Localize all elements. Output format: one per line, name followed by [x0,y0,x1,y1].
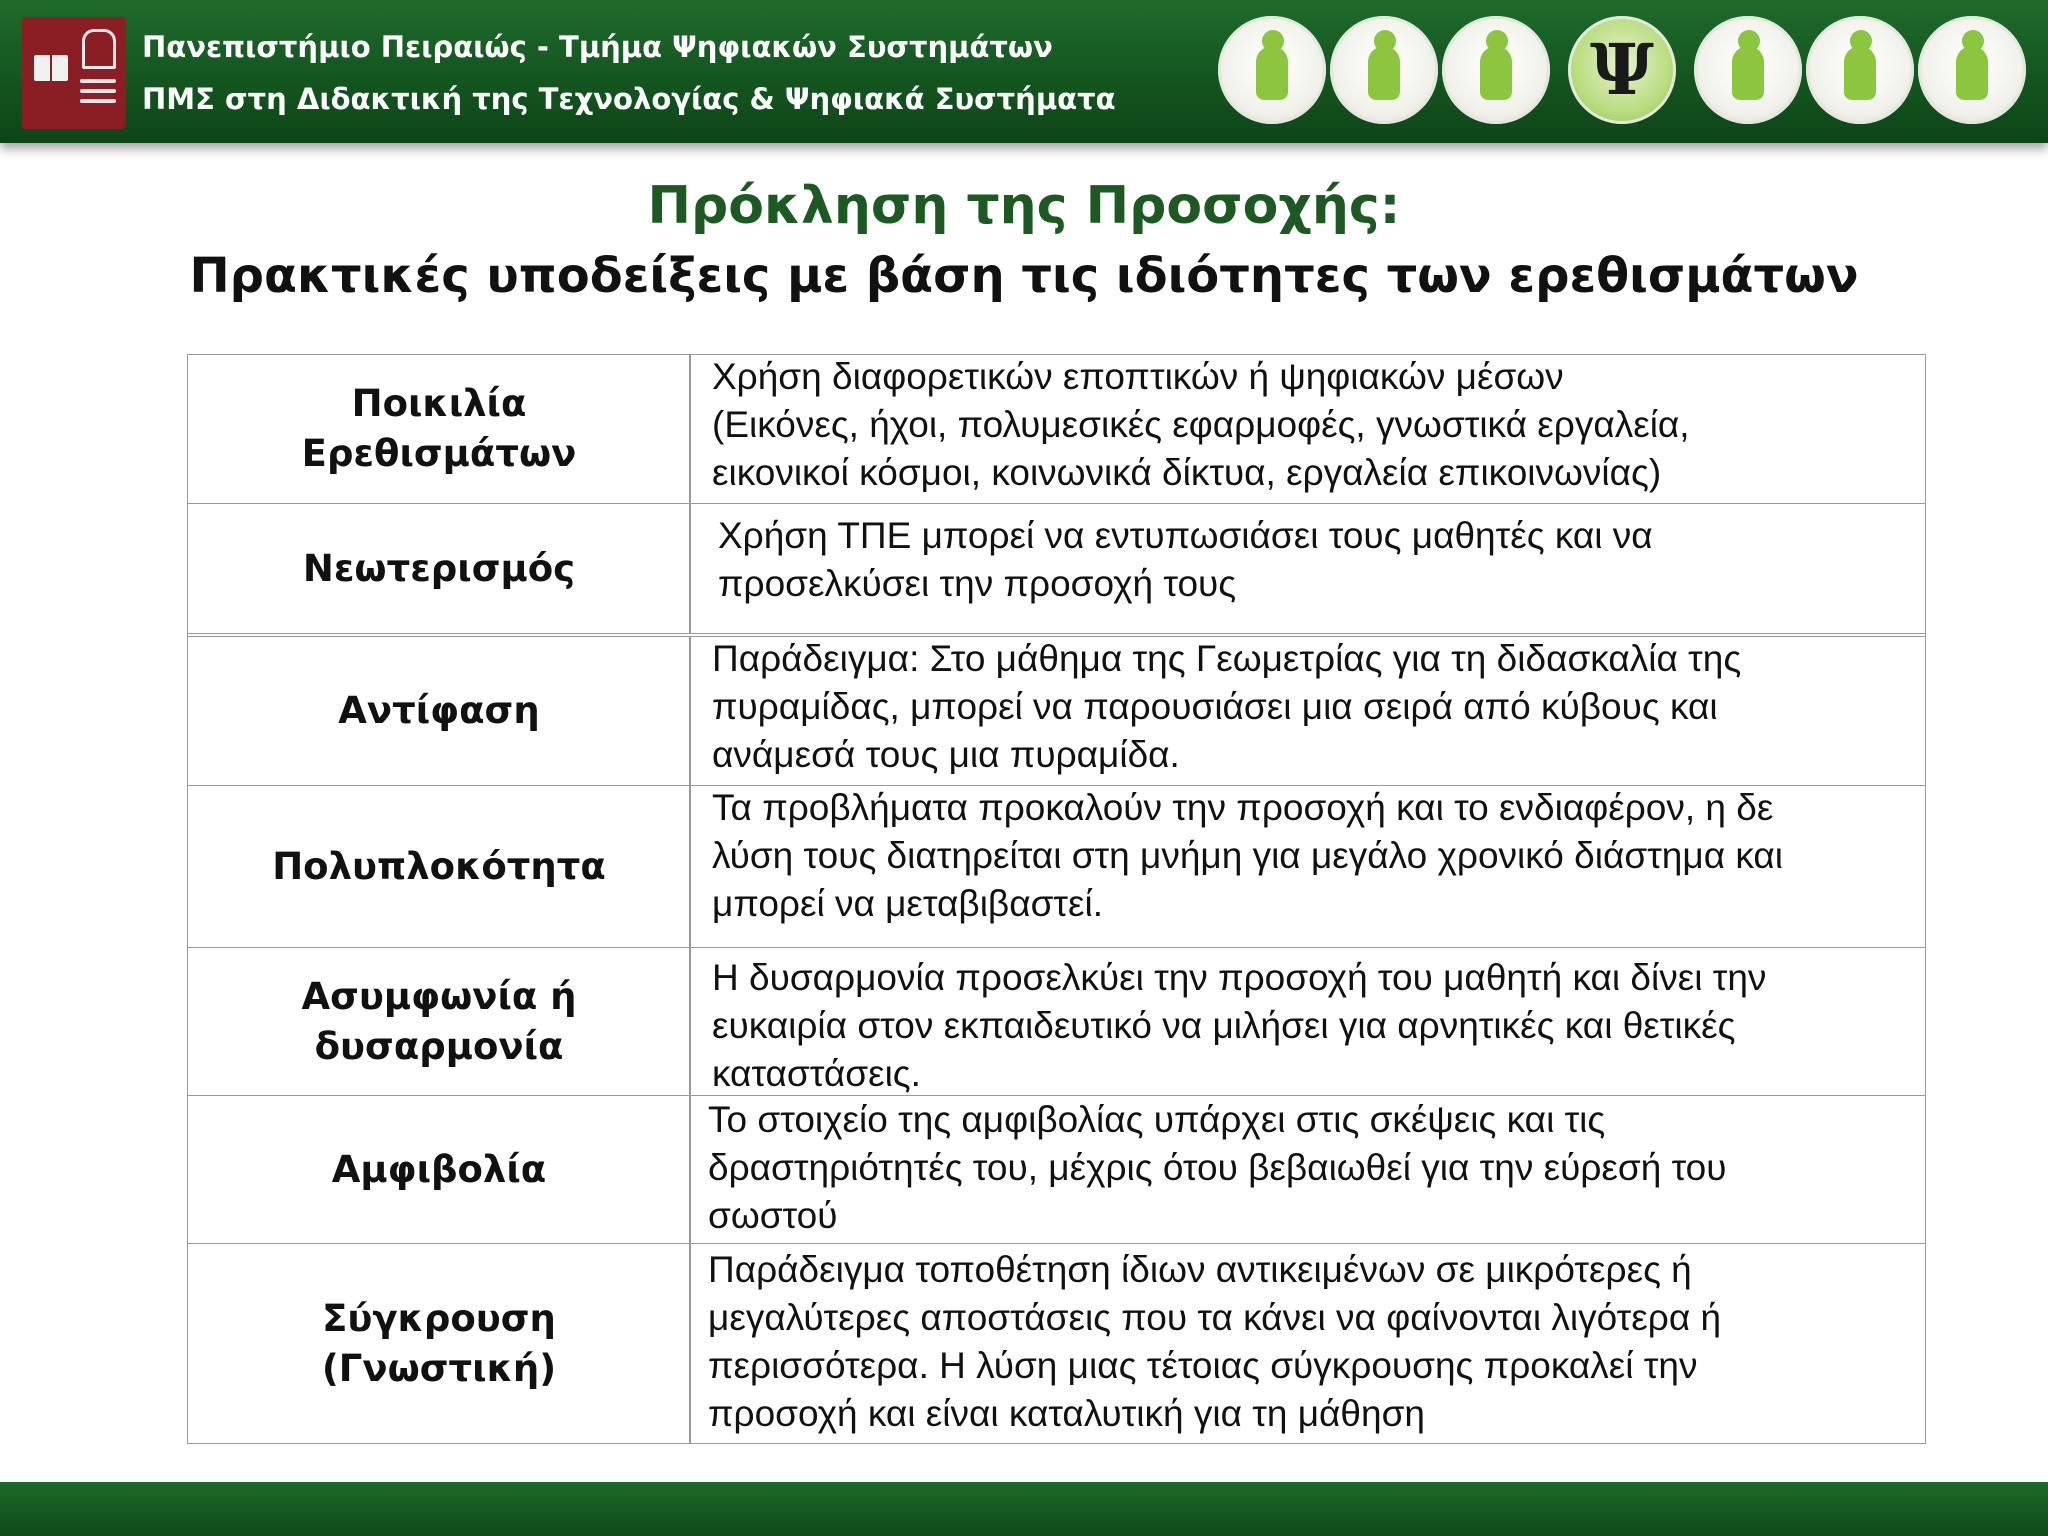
row-description: Χρήση διαφορετικών εποπτικών ή ψηφιακών μέσων (Εικόνες, ήχοι, πολυμεσικές εφαρμοφές, γνωστικά εργαλεία, εικονικοί κόσμοι, κοινωνικά δίκτυα, εργαλεία επικοινωνίας) [712,356,1690,493]
laptop-figure-icon [1694,16,1802,124]
puzzle-figure-icon [1918,16,2026,124]
figure-icon [1218,16,1326,124]
row-description: Χρήση ΤΠΕ μπορεί να εντυπωσιάσει τους μαθητές και να προσελκύσει την προσοχή τους [718,515,1653,604]
table-row [188,1243,1925,1443]
header-bar [0,0,2048,143]
table-row [188,1095,1925,1243]
table-row [188,785,1925,947]
stimuli-table [187,354,1926,1444]
table-row [188,355,1925,503]
table-row [188,503,1925,633]
university-logo [22,17,126,129]
table-row [188,947,1925,1095]
email-icon [1442,16,1550,124]
row-description: Το στοιχείο της αμφιβολίας υπάρχει στις σκέψεις και τις δραστηριότητές του, μέχρις ότου βεβαιωθεί για την εύρεσή του σωστού [708,1099,1727,1236]
slide-title: Πρόκληση της Προσοχής: [647,176,1401,236]
folder-figure-icon [1806,16,1914,124]
row-label: Σύγκρουση (Γνωστική) [321,1296,557,1390]
slide-subtitle: Πρακτικές υποδείξεις με βάση τις ιδιότητες των ερεθισμάτων [189,248,1859,304]
row-description: Παράδειγμα τοποθέτηση ίδιων αντικειμένων σε μικρότερες ή μεγαλύτερες αποστάσεις που τα κάνει να φαίνονται λιγότερα ή περισσότερα. Η λύση μιας τέτοιας σύγκρουσης προκαλεί την προσοχή και είναι καταλυτική για τη μάθηση [708,1249,1722,1434]
table-row [188,633,1925,785]
header-university-title: Πανεπιστήμιο Πειραιώς - Τμήμα Ψηφιακών Συστημάτων [142,30,1053,64]
row-label: Αμφιβολία [331,1147,547,1191]
row-label: Νεωτερισμός [302,546,576,590]
row-description: Τα προβλήματα προκαλούν την προσοχή και το ενδιαφέρον, η δε λύση τους διατηρείται στη μνήμη για μεγάλο χρονικό διάστημα και μπορεί να μεταβιβαστεί. [712,787,1784,924]
row-label: Αντίφαση [338,689,540,732]
footer-bar [0,1482,2048,1536]
psi-icon: Ψ [1568,16,1676,124]
row-label: Πολυπλοκότητα [272,844,606,888]
row-label: Ασυμφωνία ή δυσαρμονία [301,974,577,1068]
people-icon [1330,16,1438,124]
row-label: Ποικιλία Ερεθισμάτων [301,382,577,475]
row-description: Η δυσαρμονία προσελκύει την προσοχή του μαθητή και δίνει την ευκαιρία στον εκπαιδευτικό να μιλήσει για αρνητικές και θετικές καταστάσεις. [712,957,1767,1094]
row-description: Παράδειγμα: Στο μάθημα της Γεωμετρίας για τη διδασκαλία της πυραμίδας, μπορεί να παρουσιάσει μια σειρά από κύβους και ανάμεσά τους μια πυραμίδα. [712,638,1742,775]
header-program-title: ΠΜΣ στη Διδακτική της Τεχνολογίας & Ψηφιακά Συστήματα [142,82,1116,116]
